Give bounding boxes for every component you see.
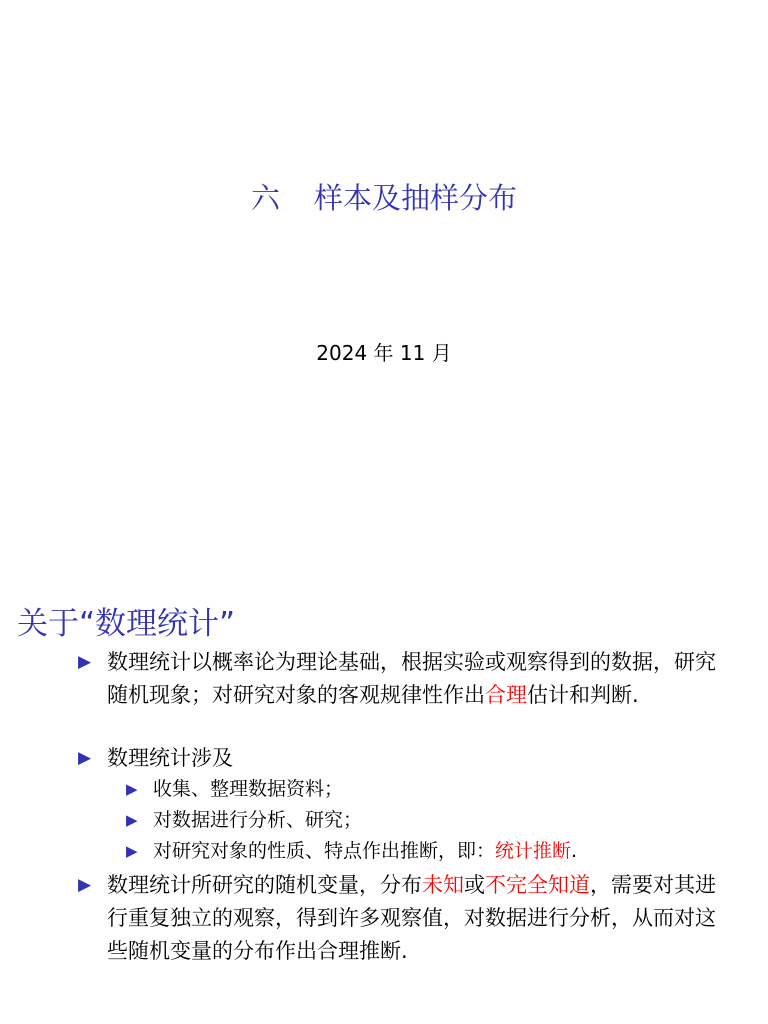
chapter-number: 六 — [250, 181, 280, 215]
bullet-1 — [78, 646, 718, 712]
chapter-title: 样本及抽样分布 — [314, 181, 518, 215]
highlight-text: 不完全知道 — [485, 873, 590, 897]
bullet-2 — [78, 742, 718, 775]
bullet-1-text: 数理统计以概率论为理论基础，根据实验或观察得到的数据，研究随机现象；对研究对象的客观规律性作出合理估计和判断. — [107, 650, 716, 707]
sub-bullet-1 — [126, 775, 726, 804]
highlight-text: 合理 — [485, 683, 527, 707]
highlight-text: 统计推断 — [495, 840, 572, 862]
slide-title — [0, 176, 768, 217]
right-triangle-icon: ▶ — [126, 842, 138, 860]
bullet-3-text: 数理统计所研究的随机变量，分布未知或不完全知道，需要对其进行重复独立的观察，得到许多观察值，对数据进行分析，从而对这些随机变量的分布作出合理推断. — [107, 873, 716, 963]
right-triangle-icon: ▶ — [126, 780, 138, 798]
right-triangle-icon: ▶ — [78, 748, 92, 768]
bullet-2-text: 数理统计涉及 — [107, 746, 233, 770]
highlight-text: 未知 — [422, 873, 464, 897]
section-title: 关于“数理统计” — [17, 606, 236, 642]
sub-bullet-2 — [126, 806, 726, 835]
right-triangle-icon: ▶ — [78, 875, 92, 895]
sub-bullet-3-text: 对研究对象的性质、特点作出推断，即：统计推断. — [153, 840, 578, 862]
sub-bullet-3 — [126, 837, 726, 866]
sub-bullet-2-text: 对数据进行分析、研究； — [153, 809, 363, 831]
bullet-3 — [78, 869, 718, 968]
date: 2024 年 11 月 — [316, 341, 452, 365]
right-triangle-icon: ▶ — [78, 652, 92, 672]
sub-bullet-1-text: 收集、整理数据资料； — [153, 778, 344, 800]
right-triangle-icon: ▶ — [126, 811, 138, 829]
